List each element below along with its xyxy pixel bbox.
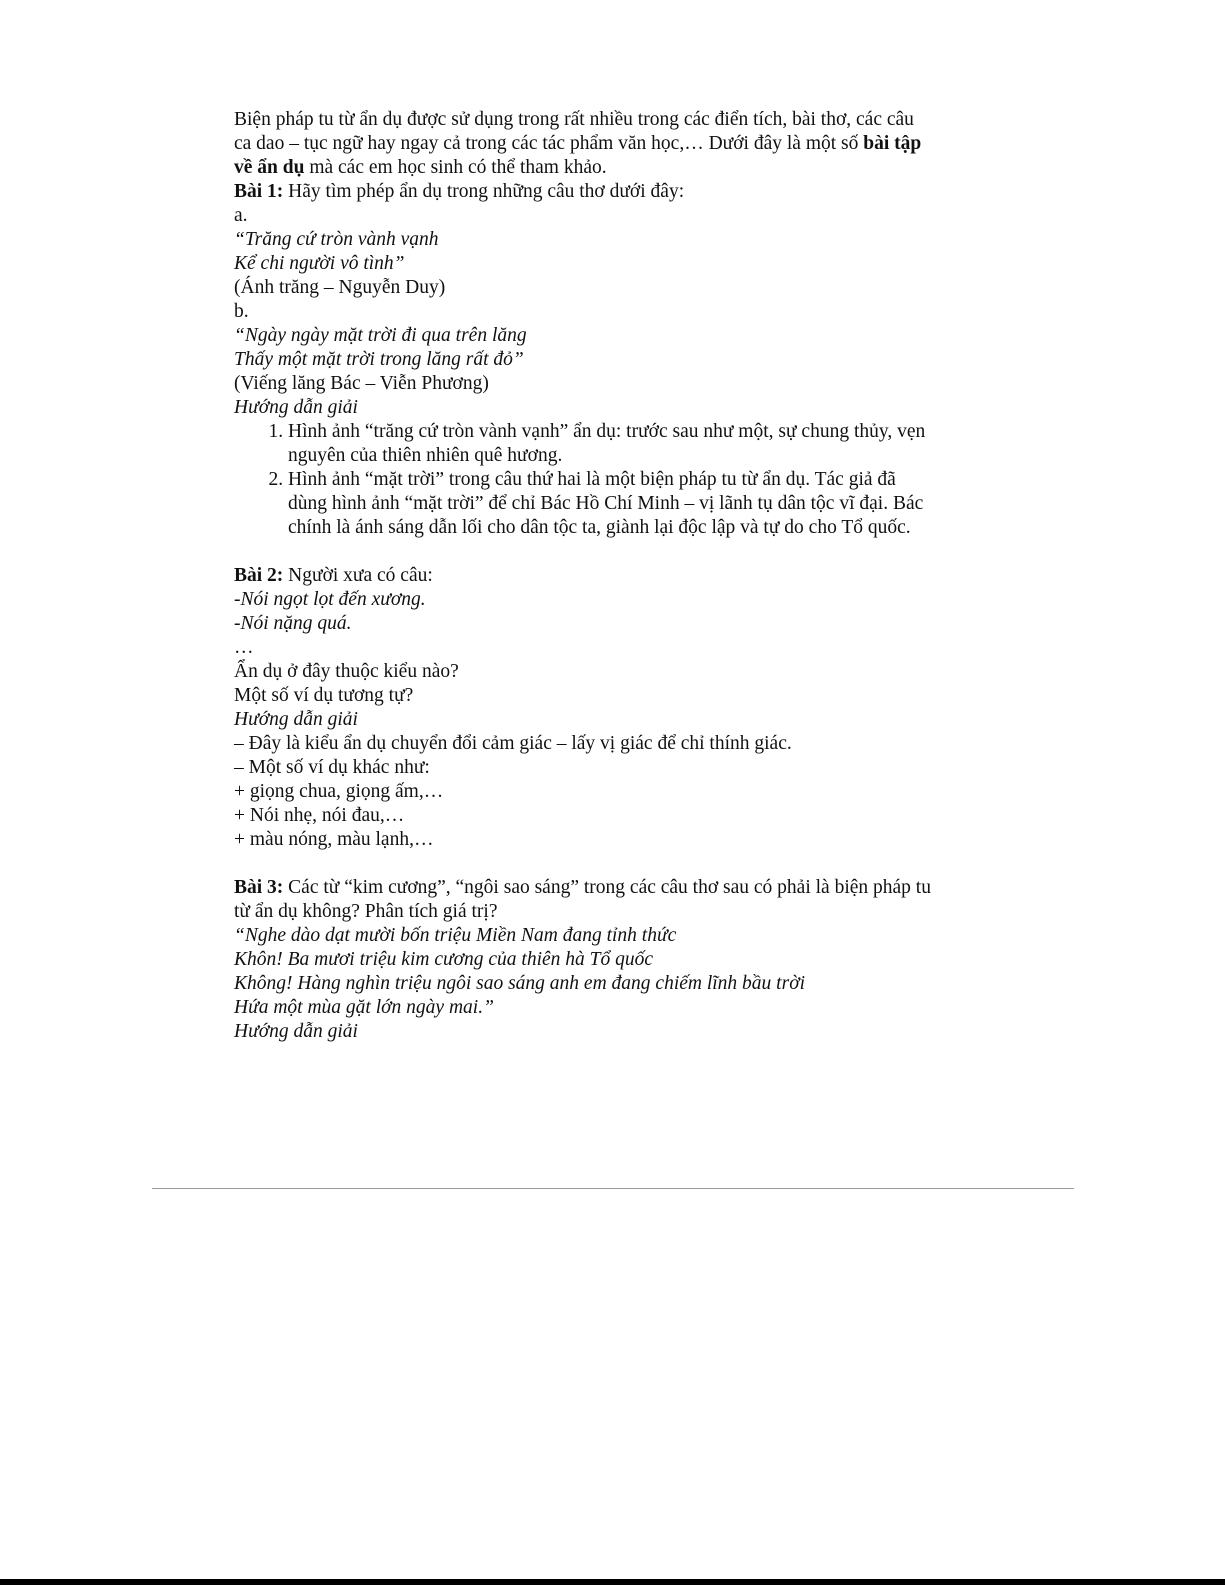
example-2: -Nói nặng quá. — [234, 613, 352, 634]
poem-3-line-4: Hứa một mùa gặt lớn ngày mai.” — [234, 997, 494, 1018]
exercise-2-label: Bài 2: — [234, 565, 284, 586]
answer-2-line-1: 2. Hình ảnh “mặt trời” trong câu thứ hai là một biện pháp tu từ ẩn dụ. Tác giả đã — [288, 469, 896, 490]
poem-b-line-2: Thấy một mặt trời trong lăng rất đỏ” — [234, 349, 524, 370]
intro-line-2-text: ca dao – tục ngữ hay ngay cả trong các tác phẩm văn học,… Dưới đây là một số — [234, 133, 864, 154]
page-divider — [152, 1188, 1074, 1189]
exercise-3-question-text: Các từ “kim cương”, “ngôi sao sáng” trong các câu thơ sau có phải là biện pháp tu — [283, 877, 931, 898]
exercise-3-question — [234, 876, 994, 900]
exercise-2-answer-3: + giọng chua, giọng ấm,… — [234, 781, 444, 802]
exercise-2-answer-5: + màu nóng, màu lạnh,… — [234, 829, 434, 850]
exercise-1 — [234, 180, 994, 540]
exercise-3-label: Bài 3: — [234, 877, 284, 898]
exercise-2-guide-heading: Hướng dẫn giải — [234, 709, 358, 730]
exercise-3 — [234, 876, 994, 1044]
intro-line-2 — [234, 132, 994, 156]
ellipsis: … — [234, 637, 254, 658]
exercise-3-guide-heading: Hướng dẫn giải — [234, 1021, 358, 1042]
intro-line-3-text: mà các em học sinh có thể tham khảo. — [304, 157, 607, 178]
answer-1-line-2: nguyên của thiên nhiên quê hương. — [288, 445, 563, 466]
exercise-2 — [234, 564, 994, 852]
bottom-edge-bar — [0, 1579, 1225, 1585]
poem-3-line-3: Không! Hàng nghìn triệu ngôi sao sáng anh em đang chiếm lĩnh bầu trời — [234, 973, 806, 994]
exercise-1-guide-heading: Hướng dẫn giải — [234, 397, 358, 418]
exercise-1-question — [234, 180, 994, 204]
exercise-2-sub-question-2: Một số ví dụ tương tự? — [234, 685, 414, 706]
poem-3-line-1: “Nghe dào dạt mười bốn triệu Miền Nam đang tỉnh thức — [234, 925, 677, 946]
poem-a-line-2: Kể chi người vô tình” — [234, 253, 405, 274]
poem-a-line-1: “Trăng cứ tròn vành vạnh — [234, 229, 439, 250]
exercise-1-question-text: Hãy tìm phép ẩn dụ trong những câu thơ dưới đây: — [283, 181, 685, 202]
answer-2-line-3: chính là ánh sáng dẫn lối cho dân tộc ta, giành lại độc lập và tự do cho Tổ quốc. — [288, 517, 911, 538]
intro-line-3 — [234, 156, 994, 180]
poem-b-source: (Viếng lăng Bác – Viễn Phương) — [234, 373, 489, 394]
spacer — [234, 540, 994, 564]
exercise-1-answer-2 — [288, 468, 994, 540]
answer-2-line-2: dùng hình ảnh “mặt trời” để chỉ Bác Hồ Chí Minh – vị lãnh tụ dân tộc vĩ đại. Bác — [288, 493, 924, 514]
exercise-2-answer-1: – Đây là kiểu ẩn dụ chuyển đổi cảm giác – lấy vị giác để chỉ thính giác. — [234, 733, 792, 754]
intro-line-1: Biện pháp tu từ ẩn dụ được sử dụng trong rất nhiều trong các điển tích, bài thơ, các câu — [234, 109, 914, 130]
poem-b-line-1: “Ngày ngày mặt trời đi qua trên lăng — [234, 325, 527, 346]
intro-bold-term: bài tập — [863, 133, 922, 154]
exercise-1-answer-1 — [288, 420, 994, 468]
exercise-2-question-text: Người xưa có câu: — [283, 565, 433, 586]
document-page — [234, 108, 994, 1044]
exercise-2-answer-2: – Một số ví dụ khác như: — [234, 757, 430, 778]
poem-a-source: (Ánh trăng – Nguyễn Duy) — [234, 277, 446, 298]
exercise-2-question — [234, 564, 994, 588]
spacer — [234, 852, 994, 876]
exercise-3-question-line-2: từ ẩn dụ không? Phân tích giá trị? — [234, 901, 498, 922]
example-1: -Nói ngọt lọt đến xương. — [234, 589, 426, 610]
exercise-2-answer-4: + Nói nhẹ, nói đau,… — [234, 805, 405, 826]
part-a-label: a. — [234, 205, 248, 226]
exercise-1-answer-list — [234, 420, 994, 540]
exercise-1-label: Bài 1: — [234, 181, 284, 202]
part-b-label: b. — [234, 301, 249, 322]
intro-paragraph — [234, 108, 994, 180]
exercise-2-sub-question-1: Ẩn dụ ở đây thuộc kiểu nào? — [234, 661, 459, 682]
answer-1-line-1: 1. Hình ảnh “trăng cứ tròn vành vạnh” ẩn dụ: trước sau như một, sự chung thủy, vẹn — [288, 421, 926, 442]
poem-3-line-2: Khôn! Ba mươi triệu kim cương của thiên hà Tổ quốc — [234, 949, 654, 970]
intro-bold-term-cont: về ẩn dụ — [234, 157, 305, 178]
